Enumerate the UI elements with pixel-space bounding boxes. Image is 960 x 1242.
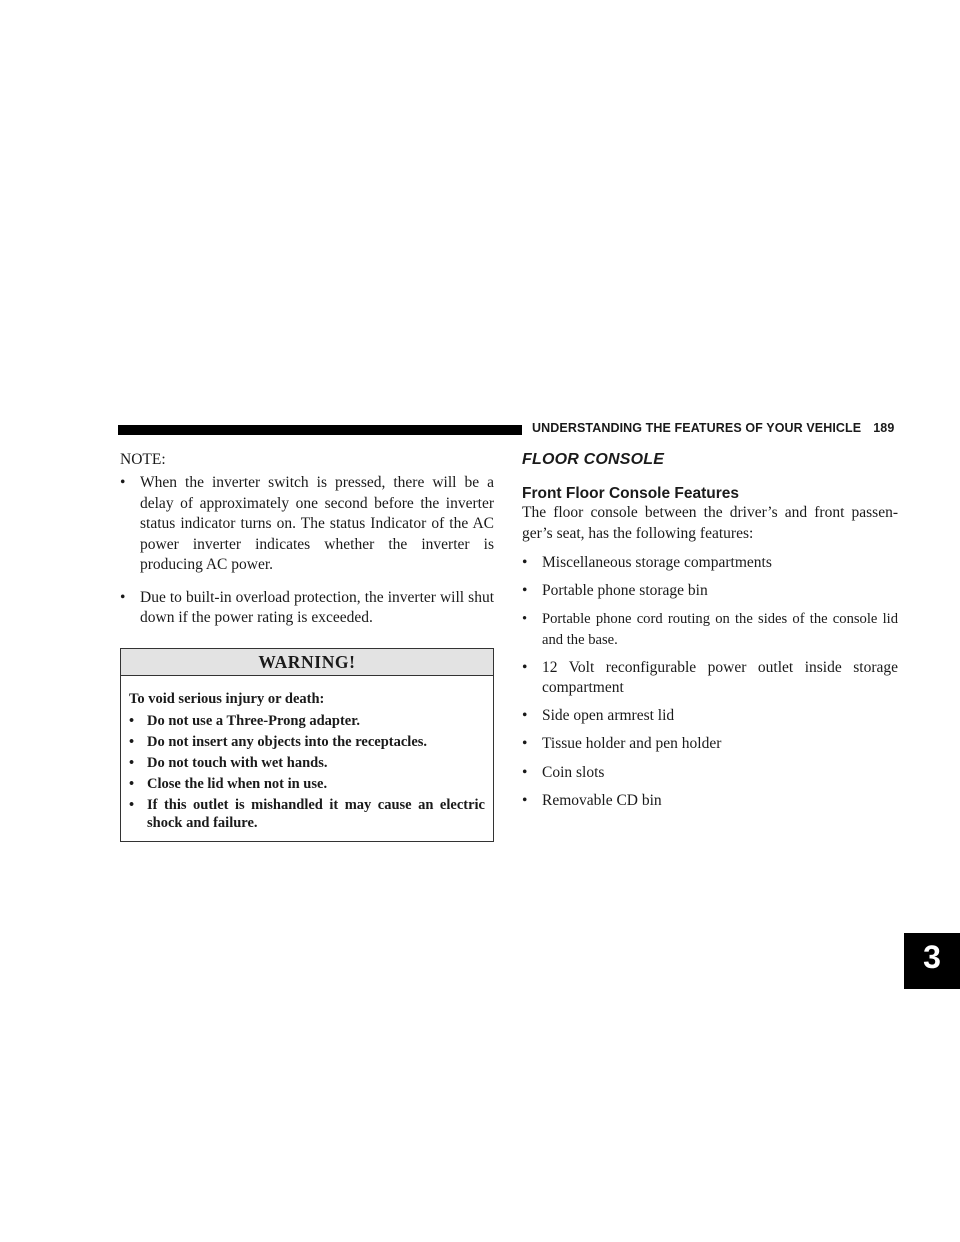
- header-rule: [118, 425, 522, 435]
- bullet-icon: •: [120, 474, 126, 491]
- warning-body: [121, 676, 493, 841]
- list-item: • If this outlet is mishandled it may cause an electric shock and failure.: [129, 796, 485, 831]
- list-item: • Portable phone storage bin: [522, 581, 898, 602]
- chapter-tab: [904, 933, 960, 989]
- warning-intro: To void serious injury or death:: [129, 690, 325, 707]
- note-bullets: [120, 473, 494, 629]
- bullet-icon: •: [522, 763, 528, 781]
- list-item: • Do not touch with wet hands.: [129, 754, 328, 771]
- bullet-icon: •: [129, 775, 135, 792]
- list-item: • Do not insert any objects into the receptacles.: [129, 733, 428, 750]
- list-item: • Side open armrest lid: [522, 706, 898, 727]
- intro-paragraph: The floor console between the driver’s and front passen-ger’s seat, has the following features:: [522, 504, 898, 542]
- section-title: FLOOR CONSOLE: [522, 451, 665, 468]
- list-item: • Miscellaneous storage compartments: [522, 553, 898, 574]
- page-number: 189: [873, 421, 895, 435]
- list-item: • When the inverter switch is pressed, there will be a delay of approximately one second before the inverter status indicator turns on. The status Indicator of the AC power inverter indicates whether the inverter is producing AC power.: [120, 474, 494, 573]
- chapter-number: 3: [923, 939, 941, 975]
- warning-box: [120, 648, 494, 842]
- feature-bullets: [522, 553, 898, 811]
- list-item: • Portable phone cord routing on the sides of the console lid and the base.: [522, 611, 898, 648]
- warning-bullets: [129, 712, 485, 832]
- bullet-icon: •: [129, 712, 135, 729]
- bullet-icon: •: [129, 796, 135, 813]
- left-column: [120, 450, 494, 842]
- bullet-icon: •: [522, 791, 528, 809]
- note-label: NOTE:: [120, 451, 166, 468]
- bullet-icon: •: [129, 754, 135, 771]
- bullet-icon: •: [522, 554, 528, 571]
- list-item: • Removable CD bin: [522, 791, 898, 812]
- list-item: • 12 Volt reconfigurable power outlet inside storage compartment: [522, 658, 898, 697]
- warning-title: WARNING!: [121, 649, 493, 676]
- bullet-icon: •: [522, 735, 528, 753]
- list-item: • Close the lid when not in use.: [129, 775, 328, 792]
- bullet-icon: •: [522, 658, 528, 676]
- bullet-icon: •: [522, 611, 528, 628]
- list-item: • Coin slots: [522, 763, 898, 784]
- bullet-icon: •: [522, 582, 528, 600]
- subsection-title: Front Floor Console Features: [522, 485, 740, 502]
- header-title: UNDERSTANDING THE FEATURES OF YOUR VEHICLE: [532, 421, 862, 435]
- list-item: • Tissue holder and pen holder: [522, 734, 898, 755]
- list-item: • Due to built-in overload protection, the inverter will shut down if the power rating is exceeded.: [120, 588, 494, 626]
- right-column: [522, 450, 898, 811]
- bullet-icon: •: [120, 588, 126, 606]
- running-header: [532, 421, 902, 435]
- bullet-icon: •: [522, 707, 528, 725]
- list-item: • Do not use a Three-Prong adapter.: [129, 712, 360, 729]
- bullet-icon: •: [129, 733, 135, 750]
